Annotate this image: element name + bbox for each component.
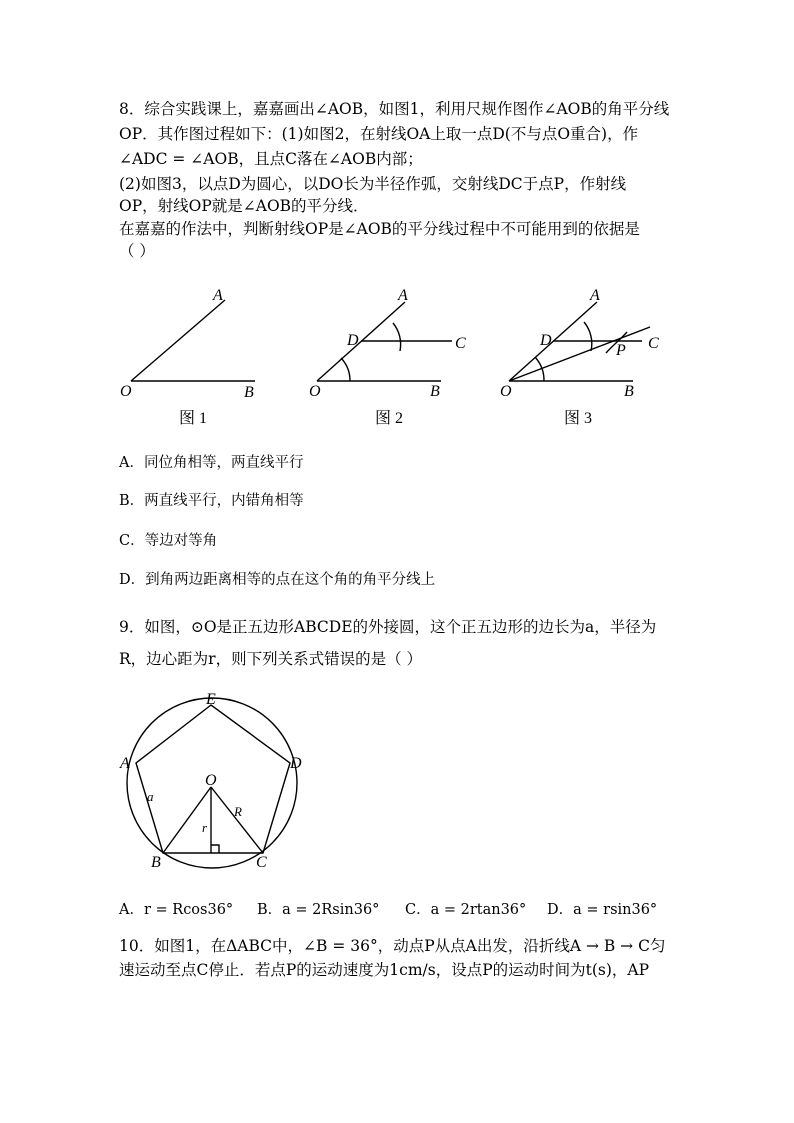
q8-option-a: A．同位角相等，两直线平行	[119, 455, 304, 471]
q9-label-r-big: R	[234, 804, 242, 819]
q9-option-a: A．r = Rcos36°	[119, 902, 234, 918]
fig1-label-a: A	[213, 287, 223, 304]
q8-line-5: OP，射线OP就是∠AOB的平分线．	[119, 197, 369, 215]
fig2-label-c: C	[455, 335, 466, 352]
q9-option-b: B．a = 2Rsin36°	[257, 902, 380, 918]
q8-line-1: 8．综合实践课上，嘉嘉画出∠AOB，如图1，利用尺规作图作∠AOB的角平分线	[119, 100, 670, 118]
q8-line-3: ∠ADC = ∠AOB，且点C落在∠AOB内部；	[119, 150, 423, 168]
q8-line-6: 在嘉嘉的作法中，判断射线OP是∠AOB的平分线过程中不可能用到的依据是	[119, 220, 640, 238]
q9-label-b: B	[151, 854, 161, 871]
fig3-label-a: A	[590, 287, 600, 304]
fig2-caption: 图 2	[375, 410, 404, 427]
q8-option-b: B．两直线平行，内错角相等	[119, 493, 304, 509]
q9-line-1: 9．如图，⊙O是正五边形ABCDE的外接圆，这个正五边形的边长为a，半径为	[119, 618, 657, 636]
fig3-label-o: O	[500, 383, 512, 400]
q9-label-d: D	[290, 755, 302, 772]
q9-label-e: E	[206, 691, 216, 708]
fig3-label-d: D	[540, 332, 552, 349]
q9-label-r-small: r	[202, 820, 208, 835]
right-angle-mark	[211, 845, 219, 853]
q10-line-1: 10．如图1，在ΔABC中，∠B = 36°，动点P从点A出发，沿折线A → B → C匀	[119, 937, 666, 955]
q9-line-2: R，边心距为r，则下列关系式错误的是（ ）	[119, 650, 423, 668]
fig1-label-b: B	[244, 384, 254, 401]
q8-line-7: （ ）	[119, 242, 155, 260]
q8-option-d: D．到角两边距离相等的点在这个角的角平分线上	[119, 572, 436, 588]
q8-line-2: OP．其作图过程如下：(1)如图2，在射线OA上取一点D(不与点O重合)，作	[119, 125, 639, 143]
fig3-label-p: P	[616, 342, 626, 359]
fig2-label-d: D	[347, 332, 359, 349]
q9-label-o: O	[205, 772, 217, 789]
q9-label-a-side: a	[147, 789, 154, 804]
fig3-caption: 图 3	[564, 410, 593, 427]
fig2-label-b: B	[430, 383, 440, 400]
radius-oc	[211, 787, 263, 853]
fig2-label-o: O	[309, 383, 321, 400]
fig1-label-o: O	[120, 383, 132, 400]
q8-line-4: (2)如图3，以点D为圆心，以DO长为半径作弧，交射线DC于点P，作射线	[119, 175, 627, 193]
fig3-label-b: B	[624, 383, 634, 400]
fig1-caption: 图 1	[179, 410, 208, 427]
q9-option-c: C．a = 2rtan36°	[405, 902, 527, 918]
q8-option-c: C．等边对等角	[119, 533, 218, 549]
q9-label-a: A	[120, 755, 130, 772]
fig3-label-c: C	[648, 335, 659, 352]
q9-option-d: D．a = rsin36°	[547, 902, 658, 918]
fig2-label-a: A	[398, 287, 408, 304]
q9-label-c: C	[256, 854, 267, 871]
q10-line-2: 速运动至点C停止．若点P的运动速度为1cm/s，设点P的运动时间为t(s)，AP	[119, 961, 650, 979]
